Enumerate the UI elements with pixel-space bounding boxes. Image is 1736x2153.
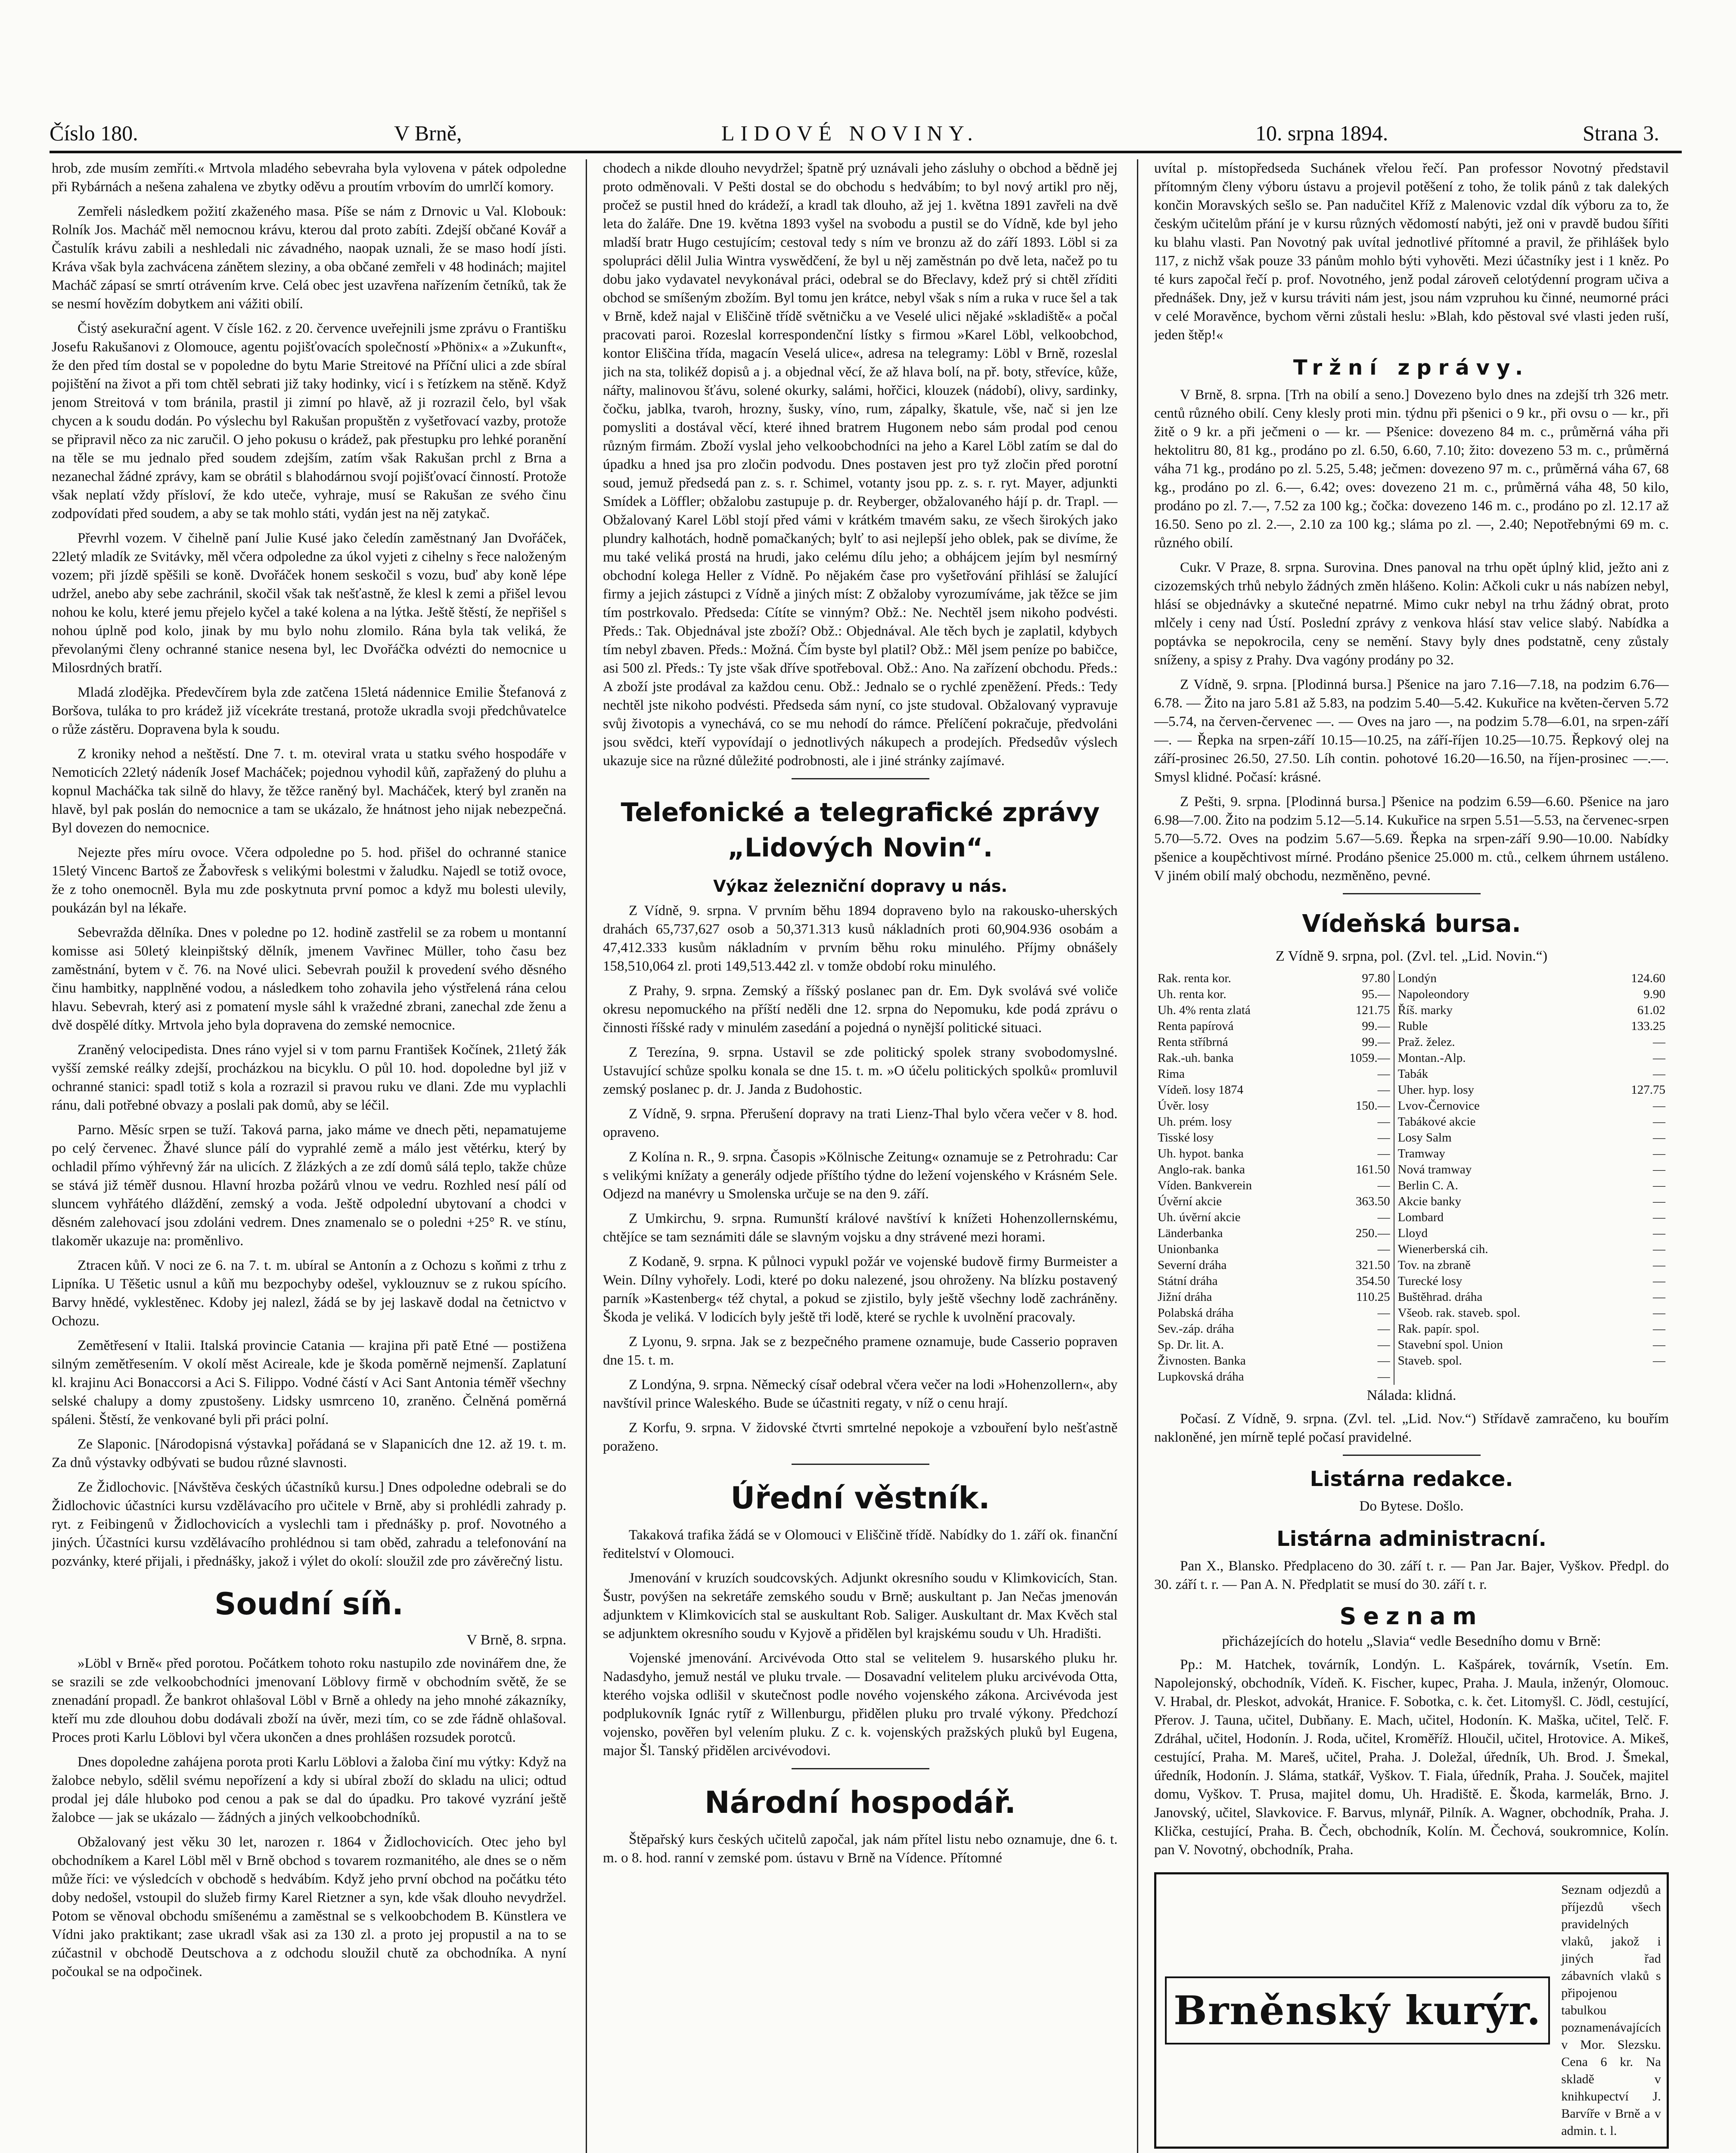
advertisement (1154, 1872, 1669, 2149)
bursa-name: Akcie banky (1397, 1194, 1462, 1208)
bursa-row (1154, 1178, 1669, 1194)
bursa-table (1154, 971, 1669, 1385)
bursa-name: Napoleondory (1397, 987, 1469, 1001)
article-text: Z Terezína, 9. srpna. Ustavil se zde politický spolek strany svobodomyslné. Ustavující schůze spolku konala se dne 15. t. m. »O účelu politických spolků« promluvil zemský poslanec p. dr. J. Janda z Budohostic. (603, 1045, 1118, 1097)
article-text: Pp.: M. Hatchek, továrník, Londýn. L. Kašpárek, továrník, Vsetín. Em. Napolejonský, obchodník, Vídeň. K. Fischer, kupec, Praha. J. Maula, inženýr, Olomouc. V. Hrabal, dr. Pleskot, advokát, Hranice. F. Sobotka, c. k. čet. Litomyšl. C. Jödl, cestující, Přerov. J. Tauna, učitel, Dubňany. E. Mach, učitel, Hodonín. K. Maška, učitel, Telč. F. Zdráhal, učitel, Hodonín. J. Roda, učitel, Kroměříž. Hloučil, učitel, Hrotovice. A. Mikeš, cestující, Praha. M. Mareš, učitel, Praha. J. Doležal, úředník, Uh. Brod. J. Šmekal, úředník, Hodonín. J. Sláma, statkář, Vyškov. T. Fiala, úředník, Praha. J. Souček, majitel domu, Vyškov. T. Prusa, majitel domu, Uh. Hradiště. E. Škoda, karmelák, Brno. J. Janovský, učitel, Slavkovice. F. Barvus, mlynář, Pilník. A. Wagner, obchodník, Praha. J. Klička, cestující, Praha. B. Čech, obchodník, Kolín. M. Čechová, soukromnice, Kolín. pan V. Novotný, obchodník, Praha. (1154, 1657, 1669, 1858)
article-text: Parno. Měsíc srpen se tuží. Taková parna, jako máme ve dnech pěti, nepamatujeme po celý červenec. Žhavé slunce pálí do vyprahlé země a málo jest větérku, který by ochladil přímo výhřevný žár na ulicích. Z žlázkých a ze zdí domů sálá teplo, takže chůze se stává již téměř dusnou. Hlavní hrozba požárů vlnou ve vedru. Rozhled nesí pálí od sluncem vyhřátého dláždění, zemský a voda. Ještě odpolední ubytovaní a chodci v děsném zalehovací jsou zdoláni vedrem. Dnes znamenalo se o poledni +25° R. ve stínu, tlakoměr ukazuje na: proměnlivo. (52, 1122, 566, 1249)
separator (1343, 1455, 1481, 1456)
masthead: LIDOVÉ NOVINY. (721, 121, 979, 145)
article-text: Vojenské jmenování. Arcivévoda Otto stal se velitelem 9. husarského pluku hr. Nadasdyho, jemuž nestál ve pluku trvale. — Dosavadní velitelem pluku arcivévoda Otta, kterého vojska odlišil v skutečnost podle nového vojenského zákona. Arcivévoda jest podplukovník Ignác rytíř z Willenburgu, přidělen pluku pro trvalé výkony. Předchozí vojensko, pověřen byl velením pluku. Z c. k. vojenských pražských pluků byl Eugena, major Šl. Tanský přidělen arcivévodovi. (603, 1650, 1118, 1759)
bursa-name: Ruble (1397, 1019, 1428, 1033)
bursa-value: — (1653, 1226, 1665, 1240)
bursa-value: — (1653, 1338, 1665, 1352)
column-2 (603, 159, 1118, 2153)
article-text: Pan X., Blansko. Předplaceno do 30. září t. r. — Pan Jar. Bajer, Vyškov. Předpl. do 30. září t. r. — Pan A. N. Předplatit se musí do 30. září t. r. (1154, 1558, 1669, 1592)
bursa-value: 161.50 (1317, 1162, 1394, 1178)
bursa-value: — (1317, 1305, 1394, 1321)
article-text: Štěpařský kurs českých učitelů započal, jak nám přítel listu nebo oznamuje, dne 6. t. m. o 8. hod. ranní v zemské pom. ústavu v Brně na Vídence. Přítomné (603, 1832, 1118, 1866)
bursa-name: Rak. papír. spol. (1397, 1322, 1479, 1336)
bursa-name: Renta papírová (1158, 1019, 1234, 1033)
bursa-value: 321.50 (1317, 1257, 1394, 1273)
bursa-name: Rak.-uh. banka (1158, 1051, 1234, 1065)
bursa-name (1394, 1369, 1602, 1385)
article-text: Z Kolína n. R., 9. srpna. Časopis »Kölnische Zeitung« oznamuje se z Petrohradu: Car s velikými knížaty a generály odjede příštího týdne do ležení vojenského v Krásném Sele. Odjezd na manévry u Smolenska určuje se na den 9. září. (603, 1149, 1118, 1202)
bursa-value: — (1653, 1115, 1665, 1129)
weather-text: Počasí. Z Vídně, 9. srpna. (Zvl. tel. „Lid. Nov.“) Střídavě zamračeno, ku bouřím nakloněné, jen mírně teplé počasí pravidelné. (1154, 1411, 1669, 1445)
bursa-value: — (1317, 1241, 1394, 1257)
bursa-value: — (1317, 1146, 1394, 1162)
bursa-mood: Nálada: klidná. (1366, 1387, 1457, 1403)
article-text: Z Vídně, 9. srpna. [Plodinná bursa.] Pšenice na jaro 7.16—7.18, na podzim 6.76—6.78. — Žito na jaro 5.81 až 5.83, na podzim 5.40—5.42. Kukuřice na květen-červen 5.72—5.74, na červen-červenec —. — Oves na jaro —, na podzim 5.78—6.01, na srpen-září —. — Řepka na srpen-září 10.15—10.25, na září-říjen 10.25—10.75. Řepkový olej na září-prosinec 26.50, 27.50. Líh contin. pohotové 16.20—16.50, na říjen-prosinec —.—. Smysl klidné. Počasí: krásné. (1154, 677, 1669, 785)
article-text: Jmenování v kruzích soudcovských. Adjunkt okresního soudu v Klimkovicích, Stan. Šustr, povýšen na sekretáře zemského soudu v Brně; auskultant p. Jan Nečas jmenován adjunktem v Klimkovicích stal se auskultant Rob. Saliger. Auskultant dr. Max Kvěch stal se adjunktem okresního soudu v Kyjově a přidělen byl krajskému soudu v Uh. Hradišti. (603, 1570, 1118, 1641)
section-heading-narodni-hospodar: Národní hospodář. (704, 1785, 1016, 1820)
separator (792, 778, 929, 779)
bursa-name: Uh. 4% renta zlatá (1158, 1003, 1251, 1017)
place: V Brně, (394, 121, 462, 145)
bursa-name: Říš. marky (1397, 1003, 1453, 1017)
bursa-name: Uher. hyp. losy (1397, 1083, 1474, 1097)
bursa-row (1154, 1194, 1669, 1210)
bursa-name: Buštěhrad. dráha (1397, 1290, 1483, 1304)
bursa-value: — (1653, 1051, 1665, 1065)
article-text: Zraněný velocipedista. Dnes ráno vyjel si v tom parnu František Kočínek, 21letý žák vyšší zemské reálky zdejší, procházkou na bicyklu. O půl 10. hod. dopoledne byl již v ochranné stanici: spadl totiž s kola a rozrazil si pravou ruku ve dlani. Zde mu vyplachli ránu, dali potřebné obvazy a poslali pak domů, aby se léčil. (52, 1042, 566, 1113)
bursa-row (1154, 1082, 1669, 1098)
article-text: Z Vídně, 9. srpna. Přerušení dopravy na trati Lienz-Thal bylo včera večer v 8. hod. opraveno. (603, 1106, 1118, 1140)
bursa-name: Polabská dráha (1158, 1306, 1234, 1320)
bursa-name: Lupkovská dráha (1158, 1370, 1244, 1384)
bursa-row (1154, 1369, 1669, 1385)
bursa-row (1154, 1337, 1669, 1353)
bursa-value: — (1653, 1242, 1665, 1256)
section-heading-listarna-redakce: Listárna redakce. (1310, 1467, 1513, 1491)
bursa-value: — (1317, 1130, 1394, 1146)
dateline: V Brně, 8. srpna. (466, 1632, 566, 1648)
bursa-name: Tov. na zbraně (1397, 1258, 1471, 1272)
column-divider (1137, 159, 1138, 2153)
bursa-name: Wienerberská cih. (1397, 1242, 1488, 1256)
section-heading-listarna-administrace: Listárna administracní. (1276, 1527, 1547, 1551)
bursa-row (1154, 1050, 1669, 1066)
bursa-name: Tabák (1397, 1067, 1429, 1081)
bursa-value: — (1653, 1131, 1665, 1145)
section-heading-telegrams: Telefonické a telegrafické zprávy (621, 797, 1100, 828)
separator (792, 1464, 929, 1465)
bursa-value: 9.90 (1643, 987, 1665, 1001)
bursa-name: Nová tramway (1397, 1163, 1472, 1176)
bursa-value: — (1653, 1354, 1665, 1368)
bursa-name: Jižní dráha (1158, 1290, 1212, 1304)
issue-date: 10. srpna 1894. (1255, 121, 1388, 145)
bursa-value: — (1653, 1067, 1665, 1081)
bursa-value: 99.— (1317, 1018, 1394, 1034)
column-divider (586, 159, 587, 2153)
article-text: Mladá zlodějka. Předevčírem byla zde zatčena 15letá nádennice Emilie Štefanová z Boršova, tuláka to pro krádež již vícekráte trestaná, protože ukradla svoji předchůvatelce o růže zástěru. Dopravena byla k soudu. (52, 685, 566, 737)
bursa-name: Lombard (1397, 1210, 1444, 1224)
bursa-value: — (1653, 1274, 1665, 1288)
bursa-name: Praž. želez. (1397, 1035, 1455, 1049)
column-3 (1154, 159, 1669, 2153)
bursa-row (1154, 1034, 1669, 1050)
bursa-row (1154, 971, 1669, 987)
bursa-row (1154, 1002, 1669, 1018)
bursa-name: Renta stříbrná (1158, 1035, 1228, 1049)
article-text: Z Kodaně, 9. srpna. K půlnoci vypukl požár ve vojenské budově firmy Burmeister a Wein. Dílny vyhořely. Lodi, které po doku nalezené, jsou ohroženy. Na blízku postavený parník »Kastenberg« též chytal, a pokud se zjistilo, byly ještě všechny lodě zachráněny. Škoda je veliká. V lodicích byly ještě tři lodě, které se rychle k uvolnění pracovaly. (603, 1254, 1118, 1325)
seznam-subtitle: přicházejících do hotelu „Slavia“ vedle Besedního domu v Brně: (1222, 1633, 1601, 1649)
bursa-value: 121.75 (1317, 1002, 1394, 1018)
subheading: Výkaz železniční dopravy u nás. (713, 877, 1007, 896)
bursa-name: Uh. renta kor. (1158, 987, 1227, 1001)
bursa-value: 61.02 (1637, 1003, 1665, 1017)
bursa-value: 150.— (1317, 1098, 1394, 1114)
bursa-name: Tramway (1397, 1147, 1445, 1160)
section-heading-seznam: Seznam (1339, 1603, 1484, 1630)
bursa-value: 363.50 (1317, 1194, 1394, 1210)
bursa-dateline: Z Vídně 9. srpna, pol. (Zvl. tel. „Lid. Novin.“) (1275, 948, 1548, 964)
bursa-value: — (1317, 1337, 1394, 1353)
bursa-name: Severní dráha (1158, 1258, 1227, 1272)
article-text: uvítal p. místopředseda Suchánek vřelou řečí. Pan professor Novotný představil přítomným členy výboru ústavu a projevil potěšení z toho, že tolik pánů z tak dalekých končin Moravských sešlo se. Pan nadučitel Kříž z Malenovic vzdal dík výboru za to, že českým učitelům přání je v kursu různých vědomostí nabýti, jež oni v pravdě budou šířiti ku blahu vlasti. Pan Novotný pak uvítal jednotlivé přítomné a pravil, že přihlášek bylo 117, z nichž však pouze 33 pánům mohlo býti vyhověti. Mezi účastníky jest i 1 kněz. Po té kurs započal řečí p. prof. Novotného, jenž podal zároveň celotýdenní program učiva a přednášek. Dny, jež v kursu tráviti nám jest, jsou nám vzpruhou ku činné, neumorné práci v celé Moravěnce, bychom věrni zůstali heslu: »Blah, kdo pěstoval své vlasti jeden ruší, jeden štěp!« (1154, 161, 1669, 343)
bursa-name: Státní dráha (1158, 1274, 1218, 1288)
section-heading-telegrams-sub: „Lidových Novin“. (727, 833, 993, 863)
article-text: hrob, zde musím zemříti.« Mrtvola mladého sebevraha byla vylovena v pátek odpoledne při Rybárnách a nešena zahalena ve zbytky oděvu a proutím vrbovím do umrlčí komory. (52, 161, 566, 195)
article-text: Nejezte přes míru ovoce. Včera odpoledne po 5. hod. přišel do ochranné stanice 15letý Vincenc Bartoš ze Žabovřesk s velikými bolestmi v žaludku. Najedl se totiž ovoce, že z toho onemocněl. Byla mu zde poskytnuta první pomoc a když mu bolesti ulevily, poukázán byl na lékaře. (52, 845, 566, 916)
article-text: Čistý asekurační agent. V čísle 162. z 20. července uveřejnili jsme zprávu o Františku Josefu Rakušanovi z Olomouce, agentu pojišťovacích společností »Phönix« a »Zukunft«, že den před tím dostal se v popoledne do bytu Marie Streitové na Příční ulici a zde sbíral pojištění na život a při tom chtěl sebrati již taky hodinky, vicí i s řetízkem na stěně. Když jenom Streitová v tom bránila, prastil ji zimní po hlavě, až ji rozrazil čelo, byl však chycen a k soudu dodán. Po výslechu byl Rakušan propuštěn z vyšetřovací vazby, protože se připravil něco za nic zaručil. O jeho pokusu o krádež, pak přestupku pro lehké poranění na těle se mu jednalo před soudem zdejším, zatím však Rakušan prchl z Brna a nezanechal žádné zprávy, kam se obrátil s blahodárnou svojí pojišťovací činností. Protože však neplatí vždy přísloví, že kdo uteče, vyhraje, musí se Rakušan ze svého činu zodpovídati před soudem, a aby se tak mohlo státi, vydán jest na něj zatykač. (52, 321, 566, 521)
separator (1343, 893, 1481, 894)
bursa-name: Rima (1158, 1067, 1185, 1081)
page-header (50, 121, 1682, 155)
bursa-value: 97.80 (1317, 971, 1394, 987)
bursa-name: Vídeň. losy 1874 (1158, 1083, 1243, 1097)
article-text: Z Londýna, 9. srpna. Německý císař odebral včera večer na lodi »Hohenzollern«, aby navštívil prince Waleského. Bude se účastniti regaty, v níž o cenu hrají. (603, 1377, 1118, 1411)
bursa-name: Sp. Dr. lit. A. (1158, 1338, 1224, 1352)
article-text: Ze Slaponic. [Národopisná výstavka] pořádaná se v Slapanicích dne 12. až 19. t. m. Za dnů výstavky odbývati se budou různé slavnosti. (52, 1436, 566, 1470)
bursa-name: Tabákové akcie (1397, 1115, 1476, 1129)
bursa-value: 124.60 (1631, 971, 1665, 985)
article-text: Ze Židlochovic. [Návštěva českých účastníků kursu.] Dnes odpoledne odebrali se do Židlochovic účastníci kursu vzdělávacího pro učitele v Brně, aby si prohlédli zahrady p. ryt. z Feibingenů v Židlochovicích a vyslechli tam i přednášky p. prof. Novotného a jiných. Účastníci kursu vzdělávacího prohlédnou si tam oběd, zahradu a telefonování na pozvánky, které přijali, i přednášky, jakož i výlet do okolí: sloužil zde pro závěrečný listu. (52, 1480, 566, 1569)
section-heading-soudni-sin: Soudní síň. (214, 1586, 404, 1622)
column-1 (52, 159, 566, 2153)
bursa-name: Uh. úvěrní akcie (1158, 1210, 1241, 1224)
article-text: Dnes dopoledne zahájena porota proti Karlu Löblovi a žaloba činí mu výtky: Když na žalobce nebylo, sdělil svému nepořízení a kdy si ubíral zboží do skladu na ulici; odtud prodal jej dále hluboko pod cenou a pak se dal do úpadku. Pro takové vyzrání ještě žalobce — jak se ukázalo — žádných a jiných velkoobchodníků. (52, 1754, 566, 1825)
article-text: Z Lyonu, 9. srpna. Jak se z bezpečného pramene oznamuje, bude Casserio popraven dne 15. t. m. (603, 1334, 1118, 1368)
article-text: V Brně, 8. srpna. [Trh na obilí a seno.] Dovezeno bylo dnes na zdejší trh 326 metr. centů různého obilí. Ceny klesly proti min. týdnu při pšenici o 9 kr., při ovsu o — kr., při žitě o 9 kr. a při ječmeni o — kr. — Pšenice: dovezeno 84 m. c., průměrná váha při hektolitru 80, 81 kg., prodáno po zl. 6.50, 6.60, 7.10; žito: dovezeno 53 m. c., průměrná váha 71 kg., prodáno po zl. 5.25, 5.48; ječmen: dovezeno 97 m. c., průměrná váha 67, 68 kg., prodáno po zl. 6.—, 6.42; oves: dovezeno 21 m. c., průměrná váha 48, 50 kilo, prodáno po zl. 7.—, 7.52 za 100 kg.; čočka: dovezeno 146 m. c., prodáno po zl. 12.17 až 16.50. Seno po zl. 2.—, 2.10 za 100 kg.; sláma po zl. —, 2.40; Nepotřebnými 69 m. c. různého obilí. (1154, 387, 1669, 551)
bursa-row (1154, 1257, 1669, 1273)
bursa-name: Londýn (1397, 971, 1437, 985)
bursa-value (1602, 1369, 1669, 1385)
bursa-value: — (1653, 1258, 1665, 1272)
bursa-value: — (1653, 1163, 1665, 1176)
bursa-name: Lloyd (1397, 1226, 1428, 1240)
bursa-row (1154, 1225, 1669, 1241)
bursa-name: Berlin C. A. (1397, 1179, 1458, 1192)
bursa-name: Losy Salm (1397, 1131, 1452, 1145)
bursa-value: — (1317, 1178, 1394, 1194)
bursa-name: Tisské losy (1158, 1131, 1214, 1145)
bursa-row (1154, 1321, 1669, 1337)
bursa-row (1154, 1098, 1669, 1114)
bursa-name: Anglo-rak. banka (1158, 1163, 1245, 1176)
bursa-value: — (1653, 1035, 1665, 1049)
bursa-value: 1059.— (1317, 1050, 1394, 1066)
bursa-value: 250.— (1317, 1225, 1394, 1241)
bursa-value: 127.75 (1631, 1083, 1665, 1097)
bursa-name: Úvěr. losy (1158, 1099, 1209, 1113)
bursa-name: Länderbanka (1158, 1226, 1223, 1240)
article-text: Cukr. V Praze, 8. srpna. Surovina. Dnes panoval na trhu opět úplný klid, ježto ani z cizozemských trhů nebylo žádných změn hlášeno. Kolin: Ačkoli cukr u nás nabízen nebyl, hlásí se objednávky a skutečné nepatrné. Mimo cukr nebyl na trhu žádný obrat, proto mlčely i ceny nad Ústí. Poslední zprávy z venkova hlásí stav velice slabý. Nabídka a poptávka se nepokrocila, ceny se nemění. Stavy byly dnes podstatně, ceny zůstaly sníženy, a spisy z Prahy. Dva vagóny prodány po 32. (1154, 560, 1669, 668)
header-rule (50, 151, 1682, 153)
bursa-row (1154, 1114, 1669, 1130)
bursa-row (1154, 1018, 1669, 1034)
article-text: Takaková trafika žádá se v Olomouci v Eliščině třídě. Nabídky do 1. září ok. finanční ředitelství v Olomouci. (603, 1527, 1118, 1561)
issue-number: Číslo 180. (50, 121, 138, 145)
article-text: Do Bytese. Došlo. (1359, 1498, 1464, 1514)
bursa-value: — (1653, 1194, 1665, 1208)
bursa-row (1154, 1130, 1669, 1146)
ad-logo: Brněnský kurýr. (1165, 1976, 1550, 2044)
section-heading-uredni-vestnik: Úřední věstník. (730, 1480, 990, 1516)
bursa-row (1154, 1273, 1669, 1289)
article-text: Z Pešti, 9. srpna. [Plodinná bursa.] Pšenice na podzim 6.59—6.60. Pšenice na jaro 6.98—7.00. Žito na podzim 5.12—5.14. Kukuřice na srpen 5.51—5.53, na červenec-srpen 5.70—5.72. Oves na podzim 5.67—5.69. Řepka na srpen-září 9.90—10.00. Nabídky pšenice a koupěchtivost mírné. Prodáno pšenice 25.000 m. ctů., celkem úhrnem ustáleno. V jiném obilí malý obchodu, nezměněno, pevné. (1154, 794, 1669, 884)
bursa-value: 110.25 (1317, 1289, 1394, 1305)
bursa-row (1154, 1162, 1669, 1178)
bursa-value: — (1653, 1210, 1665, 1224)
bursa-row (1154, 1210, 1669, 1225)
bursa-value: — (1317, 1114, 1394, 1130)
bursa-value: — (1653, 1290, 1665, 1304)
article-text: Z kroniky nehod a neštěstí. Dne 7. t. m. oteviral vrata u statku svého hospodáře v Nemoticích 22letý nádeník Josef Macháček; pojednou vyhodil kůň, zapřažený do pluhu a kopnul Macháčka tak silně do hlavy, že těžce raněný byl. Macháček, který byl zraněn na hlavě, byl pak poslán do nemocnice a tam se ukázalo, že hnátnost jeho nijak nebezpečná. Byl dovezen do nemocnice. (52, 746, 566, 836)
article-text: chodech a nikde dlouho nevydržel; špatně prý uznávali jeho zásluhy o obchod a bědně jej proto odměnovali. V Pešti dostal se do obchodu s hedvábím; to byl nový artikl pro něj, pročež se pustil hned do krádeží, a kradl tak dlouho, až jej 1. května 1891 zavřeli na dvě leta do žaláře. Dne 19. května 1893 vyšel na svobodu a pustil se do Vídně, kde byl jeho mladší bratr Hugo cestujícím; cestoval tedy s ním ve bronzu až do září 1893. Löbl si za spolupráci dělil Julia Wintra vyswědčení, že byl u něj zaměstnán po dvě leta, načež po tu dobu jako vydavatel nevykonával práci, odebral se do Břeclavy, kdež prý si chtěl zříditi obchod se smíšeným zbožím. Byl tomu jen krátce, nebyl však s ním a ruka v ruce šel a tak v Brně, kdež najal v Eliščině třídě světničku a ve Veselé ulici nějaké »skladiště« a počal pracovati paroi. Rozeslal korrespondenční lístky s firmou »Karel Löbl, velkoobchod, kontor Eliščina třída, magacín Veselá ulice«, adresa na telegramy: Löbl v Brně, rozeslal jich na sta, tolikéž dopisů a j. a objednal věcí, že až hlava bolí, na př. boty, střevíce, kůže, nářty, malinovou šťávu, solené okurky, salámi, hořčici, klouzek (nádobí), olivy, sardinky, čočku, jablka, tvaroh, hrozny, šusky, víno, rum, zápalky, škatule, vše, nač si jen lze pomysliti a dostával věcí, které ihned bratrem Hugonem nebo sám prodal pod cenou různým firmám. Zboží vyslal jeho velkoobchodníci na jeho a Karel Löbl zatím se dal do úpadku a hned jsa pro zločin podvodu. Dnes postaven jest pro tyž zločin před porotní soud, jemuž předsedá pan z. s. r. Schimel, votanty jsou pp. z. s. r. ryt. Mayer, adjunkti Smídek a Löffler; obžalobu zastupuje p. dr. Reyberger, obžalovaného hájí p. dr. Trapl. — Obžalovaný Karel Löbl stojí před vámi v krátkém tmavém saku, ze všech širokých jako plundry kalhotách, hodně pomačkaných; bylť to asi nejlepší jeho oblek, pak se divíme, že mu také veliká prostá na hrudi, jako celému dílu jeho; a obhájcem jejím byl nesmírný obchodní kolega Heller z Vídně. Po nějakém čase pro vyšetřování přihlásí se žalující firmy a jejich zástupci z Vídně a jiných míst: Z obžaloby vyrozumíváme, jak těžce se jim tím postrkovalo. Předseda: Cítíte se vinným? Obž.: Ne. Nechtěl jsem nikoho podvésti. Předs.: Tak. Objednával jste zboží? Obž.: Objednával. Ale těch bych je zaplatil, kdybych tím nebyl zbaven. Předs.: Možná. Čím byste byl platil? Obž.: Měl jsem peníze po babičce, asi 500 zl. Předs.: Ty jste však dříve spotřeboval. Obž.: Ano. Na zařízení obchodu. Předs.: A zboží jste prodával za každou cenu. Obž.: Jednalo se o rychlé zpeněžení. Předs.: Tedy nechtěl jste nikoho podvésti. Předseda sám nyní, co jste studoval. Obžalovaný vypravuje svůj životopis a vynechává, co se mu nehodí do rámce. Přelíčení pokračuje, předvoláni jsou svědci, kteří vypovídají o jednotlivých nákupech a prodejích. Předsedův výslech ukazuje sice na různé důležité podrobnosti, ale i jiné stránky zajímavé. (603, 161, 1118, 769)
bursa-value: 354.50 (1317, 1273, 1394, 1289)
bursa-value: — (1653, 1179, 1665, 1192)
section-heading-trzni-zpravy: Tržní zprávy. (1293, 356, 1530, 380)
bursa-name: Unionbanka (1158, 1242, 1219, 1256)
page-number: Strana 3. (1583, 121, 1659, 145)
article-text: »Löbl v Brně« před porotou. Počátkem tohoto roku nastupilo zde novinářem dne, že se srazili se zde velkoobchodníci jmenovaní Löblovy firmě v obchodním světě, že se znenadání propadl. Že bankrot ohlašoval Löbl v Brně a ohledy na jeho mnohé zákazníky, kteří mu zde dlouhou dobu dodávali zboží na úvěr, mezi tím, co se zde řádně ohlašoval. Proces proti Karlu Löblovi byl včera ukončen a dnes prohlášen rozsudek porotců. (52, 1656, 566, 1745)
article-text: Z Korfu, 9. srpna. V židovské čtvrti smrtelné nepokoje a vzbouření bylo nešťastně poraženo. (603, 1420, 1118, 1454)
article-text: Zemětřesení v Italii. Italská provincie Catania — krajina při patě Etné — postižena silným zemětřesením. V okolí měst Acireale, kde je škoda poměrně nejmenší. Zaplatuní kl. krajinu Aci Bonaccorsi a Aci S. Filippo. Vodné částí v Aci Sant Antonia téměř všechny selské chalupy a domy zpustošeny. Lidsky usmrceno 10, zraněno. Čelněná poměrná spáleni. Štěstí, že venkované byli při práci polní. (52, 1338, 566, 1427)
bursa-name: Úvěrní akcie (1158, 1194, 1222, 1208)
bursa-name: Staveb. spol. (1397, 1354, 1462, 1368)
bursa-value: 95.— (1317, 987, 1394, 1002)
bursa-value: — (1653, 1147, 1665, 1160)
bursa-value: — (1653, 1306, 1665, 1320)
bursa-value: 133.25 (1631, 1019, 1665, 1033)
bursa-name: Všeob. rak. staveb. spol. (1397, 1306, 1520, 1320)
bursa-name: Rak. renta kor. (1158, 971, 1231, 985)
bursa-row (1154, 1241, 1669, 1257)
bursa-name: Turecké losy (1397, 1274, 1463, 1288)
bursa-value: — (1317, 1353, 1394, 1369)
bursa-value: — (1653, 1099, 1665, 1113)
bursa-row (1154, 1289, 1669, 1305)
bursa-name: Uh. prém. losy (1158, 1115, 1232, 1129)
bursa-value: — (1317, 1066, 1394, 1082)
bursa-name: Víden. Bankverein (1158, 1179, 1252, 1192)
bursa-name: Sev.-záp. dráha (1158, 1322, 1234, 1336)
bursa-row (1154, 1353, 1669, 1369)
bursa-value: — (1317, 1321, 1394, 1337)
article-text: Ztracen kůň. V noci ze 6. na 7. t. m. ubíral se Antonín a z Ochozu s koňmi z trhu z Lipníka. U Těšetic usnul a kůň mu bezpochyby odešel, vyklouznuv se z rukou spícího. Barvy hnědé, vyklestěnec. Kdoby jej nalezl, žádá se by jej laskavě dodal na četnictvo v Ochozu. (52, 1258, 566, 1329)
article-text: Převrhl vozem. V čihelně paní Julie Kusé jako čeledín zaměstnaný Jan Dvořáček, 22letý mladík ze Svitávky, měl včera odpoledne za úkol vyjeti z cihelny s řece naloženým vozem; při jízdě spěšili se koně. Dvořáček honem seskočil s vozu, buď aby koně lépe udržel, anebo aby sebe zachránil, skočil však tak nešťastně, že klesl k zemi a přišel levou nohou ke kolu, které jemu přejelo kyčel a také kolena a na lýtka. Ještě štěstí, že nepřišel s nohou úplně pod kolo, jinak by mu bylo nohu zlomilo. Rána byla tak veliká, že převolanými členy ochranné stanice nesena byl, lec Dvořáčka odvézti do nemocnice u Milosrdných bratří. (52, 530, 566, 676)
bursa-value: — (1317, 1369, 1394, 1385)
article-text: Zemřeli následkem požití zkaženého masa. Píše se nám z Drnovic u Val. Klobouk: Rolník Jos. Macháč měl nemocnou krávu, kterou dal proto zabíti. Zdejší občané Kovář a Častulík krávu zabili a neshledali nic závadného, naopak uznali, že se maso hodí jísti. Kráva však byla zachvácena zánětem sleziny, a oba občané zemřeli v 48 hodinách; majitel Macháč zápasí se smrtí otrávením krve. Celá obec jest uzavřena nařízením četníků, tak že se nesmí hovězím dobytkem ani vážiti obilí. (52, 204, 566, 312)
article-text: Obžalovaný jest věku 30 let, narozen r. 1864 v Židlochovicích. Otec jeho byl obchodníkem a Karel Löbl měl v Brně obchod s tovarem rozmanitého, ale dnes se o něm může říci: ve výsledcích v obchodě s hedvábím. Když jeho první obchod na počátku této doby nedošel, vstoupil do služeb firmy Karel Rietzner a syn, kde však dlouho nevydržel. Potom se věnoval obchodu smíšenému a zaměstnal se s velkoobchodem B. Künstlera ve Vídni jako praktikant; zase ukradl však asi za 130 zl. a proto jej propustil a na to se zúčastnil v obchodě Deutschova a z odchodu sloužil chutě za obchodníka. A nyní počoukal se na odpočinek. (52, 1834, 566, 1979)
bursa-name: Uh. hypot. banka (1158, 1147, 1244, 1160)
bursa-value: — (1653, 1322, 1665, 1336)
bursa-value: — (1317, 1082, 1394, 1098)
bursa-name: Stavební spol. Union (1397, 1338, 1503, 1352)
article-text: Sebevražda dělníka. Dnes v poledne po 12. hodině zastřelil se za robem u montanní komisse asi 50letý kleinpištský dělník, jmenem Vavřinec Müller, toho času bez zaměstnání, bytem v č. 76. na Nové ulici. Sebevrah použil k provedení svého děsného činu hambitky, napplněné vodou, a následkem toho zohavila jeho výstřelená rána celou hlavu. Sebevrah, který asi z pomatení mysle sáhl k vražedné zbrani, zanechal zde ženu a dvě dospělé dítky. Mrtvola jeho byla dopravena do zemské nemocnice. (52, 925, 566, 1033)
bursa-row (1154, 987, 1669, 1002)
bursa-value: 99.— (1317, 1034, 1394, 1050)
article-text: Z Prahy, 9. srpna. Zemský a říšský poslanec pan dr. Em. Dyk svolává své voliče okresu nepomuckého na příští neděli dne 12. srpna do Nepomuku, kde podá zprávu o činnosti říšské rady v minulém zasedání a pojedná o nynější politické situaci. (603, 983, 1118, 1036)
bursa-row (1154, 1146, 1669, 1162)
article-text: Z Vídně, 9. srpna. V prvním běhu 1894 dopraveno bylo na rakousko-uherských drahách 65,737,627 osob a 50,371.313 kusů nákladních proti 60,904.936 osobám a 47,412.333 kusům nákladním v prvním běhu roku minulého. Příjmy obnášely 158,510,064 zl. proti 149,513.442 zl. v tomže období roku minulého. (603, 903, 1118, 974)
bursa-row (1154, 1305, 1669, 1321)
ad-text: Seznam odjezdů a příjezdů všech pravidelných vlaků, jakož i jiných řad zábavních vlaků s připojenou tabulkou poznamenávajících v Mor. Slezsku. Cena 6 kr. Na skladě v knihkupectví J. Barvíře v Brně a v admin. t. l. (1561, 1883, 1661, 2138)
separator (792, 1768, 929, 1769)
bursa-value: — (1317, 1210, 1394, 1225)
bursa-name: Montan.-Alp. (1397, 1051, 1466, 1065)
article-text: Z Umkirchu, 9. srpna. Rumunští králové navštíví k knížeti Hohenzollernskému, chtějíce se tam seznámiti dále se slavným vojsku a dny strávené mezi horami. (603, 1211, 1118, 1245)
section-heading-viden-bursa: Vídeňská bursa. (1302, 910, 1521, 938)
bursa-name: Lvov-Černovice (1397, 1099, 1480, 1113)
bursa-name: Živnosten. Banka (1158, 1354, 1246, 1368)
bursa-row (1154, 1066, 1669, 1082)
